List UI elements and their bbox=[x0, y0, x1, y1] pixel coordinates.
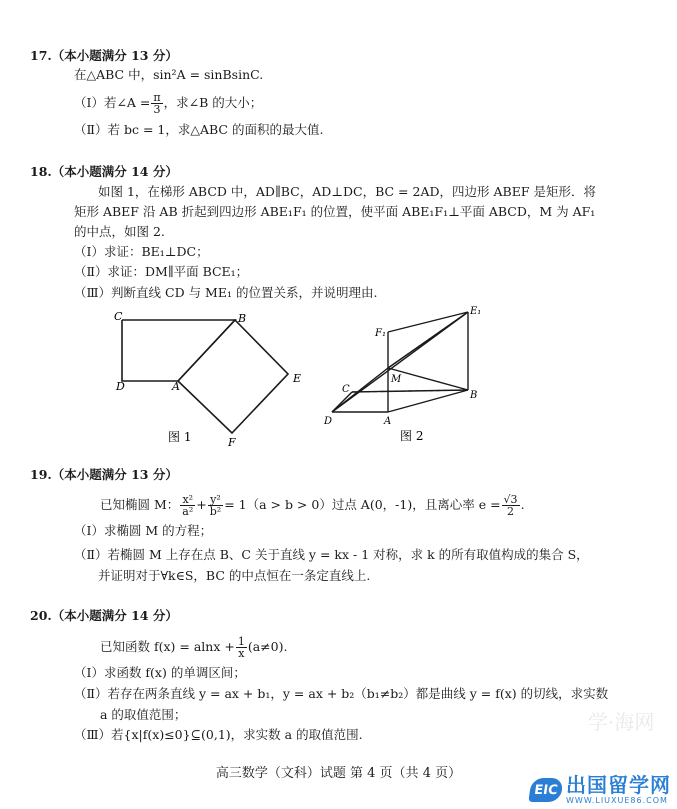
x-squared-over-a-squared: $\frac{\text{x²}}{\text{a²}}$ bbox=[182, 493, 194, 518]
watermark-logo bbox=[530, 774, 671, 805]
q17-part1-post: ，求∠B 的大小； bbox=[163, 95, 263, 110]
fig1-label-b: B bbox=[238, 312, 247, 325]
q19-stem-end: . bbox=[520, 497, 525, 512]
q18-stem-line2: 矩形 ABEF 沿 AB 折起到四边形 ABE₁F₁ 的位置，使平面 ABE₁F₁⊥平面 ABCD，M 为 AF₁ bbox=[74, 204, 596, 219]
q18-part3: （Ⅲ）判断直线 CD 与 ME₁ 的位置关系，并说明理由. bbox=[74, 285, 378, 300]
q17-stem: 在△ABC 中，sin²A = sinBsinC. bbox=[74, 67, 264, 82]
fig1-label-d: D bbox=[116, 380, 125, 393]
figure-1-trapezoid bbox=[100, 306, 320, 466]
one-over-x-fraction: $\frac{1}{x}$ bbox=[237, 635, 245, 660]
q19-header: 19.（本小题满分 13 分） bbox=[30, 467, 178, 482]
q18-part1: （Ⅰ）求证：BE₁⊥DC； bbox=[74, 244, 209, 259]
pi-over-3-fraction: $\frac{\pi}{3}$ bbox=[153, 91, 161, 116]
fig2-label-b: B bbox=[470, 390, 478, 401]
q20-header: 20.（本小题满分 14 分） bbox=[30, 608, 178, 623]
q19-part2-line1: （Ⅱ）若椭圆 M 上存在点 B、C 关于直线 y = kx - 1 对称，求 k 的所有取值构成的集合 S， bbox=[74, 547, 589, 562]
fig2-label-c: C bbox=[342, 384, 350, 395]
q18-stem-line3: 的中点，如图 2. bbox=[74, 224, 165, 239]
q18-header: 18.（本小题满分 14 分） bbox=[30, 164, 178, 179]
q20-part2-line2: a 的取值范围； bbox=[100, 707, 187, 722]
fig1-label-e: E bbox=[293, 372, 302, 385]
fig2-label-m: M bbox=[391, 374, 402, 385]
logo-main-text: 出国留学网 bbox=[566, 773, 671, 797]
q20-stem-pre: 已知函数 f(x) = alnx + bbox=[100, 639, 235, 654]
q19-part2-line2: 并证明对于∀k∈S，BC 的中点恒在一条定直线上. bbox=[98, 568, 371, 583]
q17-part1-pre: （Ⅰ）若∠A = bbox=[74, 95, 151, 110]
fig2-label-f1: F₁ bbox=[375, 328, 386, 339]
plus-sign: + bbox=[196, 497, 207, 512]
q19-stem bbox=[100, 494, 525, 517]
fig1-caption: 图 1 bbox=[168, 430, 192, 444]
q18-stem-line1: 如图 1，在梯形 ABCD 中，AD∥BC，AD⊥DC，BC = 2AD，四边形 ABEF 是矩形．将 bbox=[98, 184, 596, 199]
q19-stem-mid: = 1（a > b > 0）过点 A(0，-1)，且离心率 e = bbox=[224, 497, 501, 512]
fig1-label-f: F bbox=[228, 436, 236, 449]
q20-part3: （Ⅲ）若{x|f(x)≤0}⊆(0,1)，求实数 a 的取值范围. bbox=[74, 727, 363, 742]
q18-part2: （Ⅱ）求证：DM∥平面 BCE₁； bbox=[74, 264, 249, 279]
fig1-label-c: C bbox=[114, 310, 123, 323]
q20-stem bbox=[100, 636, 287, 659]
eccentricity-fraction: $\frac{√3}{2}$ bbox=[503, 493, 518, 518]
q20-part2-line1: （Ⅱ）若存在两条直线 y = ax + b₁，y = ax + b₂（b₁≠b₂）都是曲线 y = f(x) 的切线，求实数 bbox=[74, 686, 609, 701]
fig2-caption: 图 2 bbox=[400, 429, 424, 443]
fig2-label-a: A bbox=[384, 416, 392, 427]
faint-watermark-text: 学·海网 bbox=[588, 710, 655, 734]
q17-part1 bbox=[74, 92, 262, 115]
fig2-label-d: D bbox=[324, 416, 333, 427]
y-squared-over-b-squared: $\frac{\text{y²}}{\text{b²}}$ bbox=[209, 493, 222, 518]
q19-part1: （Ⅰ）求椭圆 M 的方程； bbox=[74, 523, 213, 538]
logo-badge-icon: EIC bbox=[528, 778, 563, 802]
q20-part1: （Ⅰ）求函数 f(x) 的单调区间； bbox=[74, 665, 246, 680]
fig1-label-a: A bbox=[172, 380, 180, 393]
q17-header: 17.（本小题满分 13 分） bbox=[30, 48, 178, 63]
q17-part2: （Ⅱ）若 bc = 1，求△ABC 的面积的最大值. bbox=[74, 122, 324, 137]
q20-stem-post: (a≠0). bbox=[247, 639, 288, 654]
logo-url-text: WWW.LIUXUE86.COM bbox=[566, 796, 668, 805]
figure-2-folded bbox=[318, 300, 498, 450]
fig2-label-e1: E₁ bbox=[470, 306, 482, 317]
page-footer: 高三数学（文科）试题 第 4 页（共 4 页） bbox=[215, 766, 462, 781]
q19-stem-pre: 已知椭圆 M： bbox=[100, 497, 180, 512]
